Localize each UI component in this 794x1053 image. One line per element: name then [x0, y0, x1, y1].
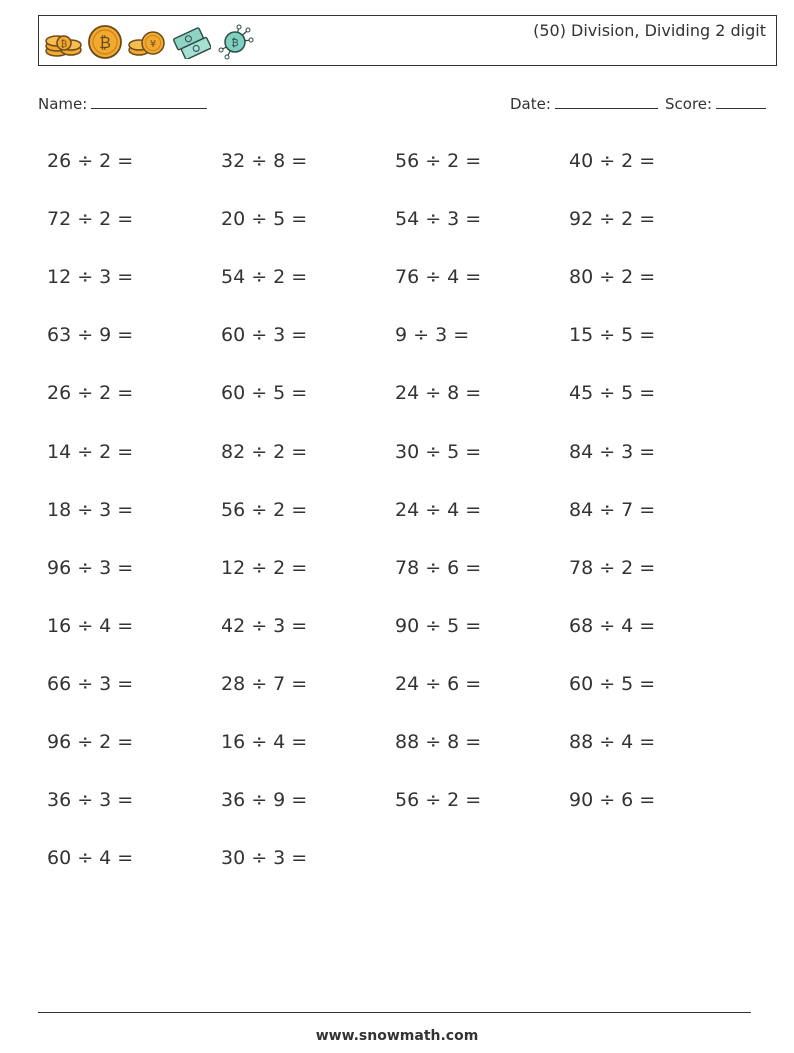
problem-item: 24 ÷ 4 =: [395, 499, 482, 521]
coin-stack-icon: [43, 26, 83, 58]
problem-item: 60 ÷ 5 =: [569, 673, 656, 695]
problem-item: 54 ÷ 3 =: [395, 208, 482, 230]
problem-item: 63 ÷ 9 =: [47, 324, 134, 346]
name-label: Name:: [38, 95, 88, 113]
banknotes-icon: [171, 25, 211, 59]
problem-item: 82 ÷ 2 =: [221, 441, 308, 463]
worksheet-header: [38, 15, 777, 66]
problem-item: 60 ÷ 3 =: [221, 324, 308, 346]
svg-text:₿: ₿: [231, 38, 239, 49]
name-field: [38, 94, 207, 113]
problem-item: 32 ÷ 8 =: [221, 150, 308, 172]
problem-item: 88 ÷ 4 =: [569, 731, 656, 753]
problem-item: 18 ÷ 3 =: [47, 499, 134, 521]
problem-item: 30 ÷ 5 =: [395, 441, 482, 463]
problem-item: 42 ÷ 3 =: [221, 615, 308, 637]
problem-item: 88 ÷ 8 =: [395, 731, 482, 753]
problem-item: 56 ÷ 2 =: [221, 499, 308, 521]
problem-item: 26 ÷ 2 =: [47, 150, 134, 172]
bitcoin-coin-icon: [87, 24, 123, 60]
problem-item: 54 ÷ 2 =: [221, 266, 308, 288]
problem-item: 78 ÷ 2 =: [569, 557, 656, 579]
name-blank-line[interactable]: [91, 94, 207, 109]
problem-item: 40 ÷ 2 =: [569, 150, 656, 172]
problem-item: 28 ÷ 7 =: [221, 673, 308, 695]
problem-item: 24 ÷ 8 =: [395, 382, 482, 404]
problem-item: 16 ÷ 4 =: [221, 731, 308, 753]
problem-item: 14 ÷ 2 =: [47, 441, 134, 463]
date-blank-line[interactable]: [555, 94, 658, 109]
yen-coins-icon: [127, 26, 167, 58]
problem-item: 56 ÷ 2 =: [395, 150, 482, 172]
date-label: Date:: [510, 95, 551, 113]
icon-strip: [43, 22, 255, 62]
problem-item: 12 ÷ 3 =: [47, 266, 134, 288]
problem-item: 72 ÷ 2 =: [47, 208, 134, 230]
problem-item: 84 ÷ 3 =: [569, 441, 656, 463]
problem-item: 96 ÷ 2 =: [47, 731, 134, 753]
problem-item: 56 ÷ 2 =: [395, 789, 482, 811]
footer-url: www.snowmath.com: [315, 1028, 479, 1044]
problem-item: 36 ÷ 3 =: [47, 789, 134, 811]
problem-item: 90 ÷ 5 =: [395, 615, 482, 637]
problem-item: 84 ÷ 7 =: [569, 499, 656, 521]
svg-text:₿: ₿: [60, 40, 68, 50]
problem-item: 15 ÷ 5 =: [569, 324, 656, 346]
problem-item: 80 ÷ 2 =: [569, 266, 656, 288]
date-field: [510, 94, 658, 113]
problem-item: 24 ÷ 6 =: [395, 673, 482, 695]
svg-text:¥: ¥: [149, 39, 157, 50]
problem-item: 78 ÷ 6 =: [395, 557, 482, 579]
problem-item: 92 ÷ 2 =: [569, 208, 656, 230]
footer-divider: [38, 1012, 751, 1013]
problem-item: 60 ÷ 4 =: [47, 847, 134, 869]
problem-item: 68 ÷ 4 =: [569, 615, 656, 637]
problem-item: 12 ÷ 2 =: [221, 557, 308, 579]
crypto-network-icon: [215, 24, 255, 60]
problem-item: 66 ÷ 3 =: [47, 673, 134, 695]
problem-item: 76 ÷ 4 =: [395, 266, 482, 288]
problem-item: 36 ÷ 9 =: [221, 789, 308, 811]
problem-item: 45 ÷ 5 =: [569, 382, 656, 404]
problem-item: 16 ÷ 4 =: [47, 615, 134, 637]
problem-item: 26 ÷ 2 =: [47, 382, 134, 404]
problem-item: 30 ÷ 3 =: [221, 847, 308, 869]
score-field: [665, 94, 766, 113]
problem-item: 96 ÷ 3 =: [47, 557, 134, 579]
problem-item: 9 ÷ 3 =: [395, 324, 470, 346]
worksheet-title: (50) Division, Dividing 2 digit: [533, 21, 766, 40]
problem-item: 60 ÷ 5 =: [221, 382, 308, 404]
score-label: Score:: [665, 95, 713, 113]
score-blank-line[interactable]: [716, 94, 766, 109]
problem-item: 20 ÷ 5 =: [221, 208, 308, 230]
problem-item: 90 ÷ 6 =: [569, 789, 656, 811]
svg-text:₿: ₿: [99, 33, 111, 52]
